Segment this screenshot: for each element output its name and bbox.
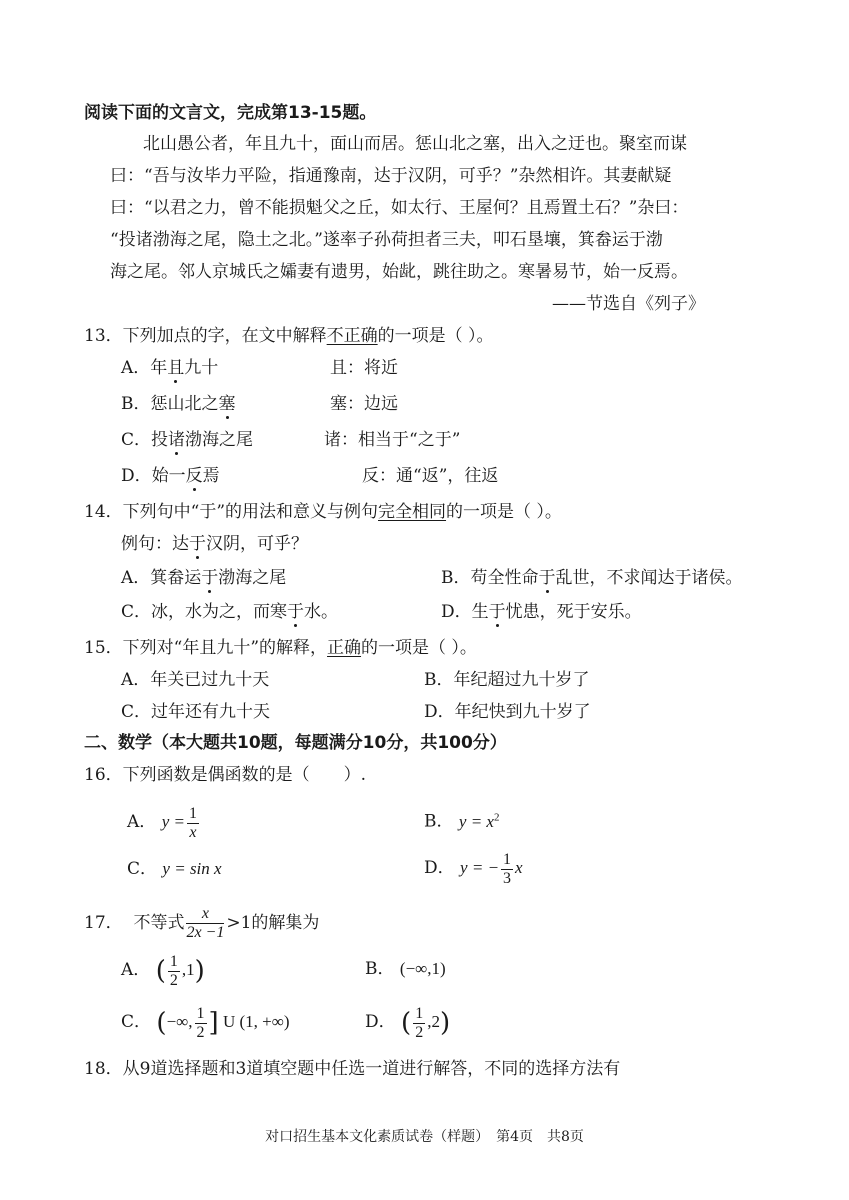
question-stem: 13．下列加点的字，在文中解释不正确的一项是（ ）。 xyxy=(84,326,494,346)
dotted-char: 诸 xyxy=(168,430,186,450)
question-number: 14． xyxy=(84,502,123,522)
passage-line: 曰：“吾与汝毕力平险，指通豫南，达于汉阴，可乎？”杂然相许。其妻献疑 xyxy=(110,166,672,186)
example-sentence: 例句：达于汉阴，可乎？ xyxy=(121,534,308,554)
option-d[interactable]: D．始一反焉 xyxy=(121,466,220,486)
math-expression: $y = x^2$ xyxy=(458,811,500,831)
fraction: $\frac{1}{3}$ xyxy=(503,850,512,887)
question-stem: 从9道选择题和3道填空题中任选一道进行解答，不同的选择方法有 xyxy=(122,1059,621,1079)
math-expression: y = sin x xyxy=(162,859,222,878)
passage-line: 曰：“以君之力，曾不能损魁父之丘，如太行、王屋何？且焉置土石？”杂曰： xyxy=(110,198,689,218)
math-expression: y = − $\frac{1}{3}$ x xyxy=(460,850,523,887)
page-footer: 对口招生基本文化素质试卷（样题） 第4页 共8页 xyxy=(265,1129,584,1145)
fraction: $\frac{1}{x}$ xyxy=(188,804,197,841)
question-stem: 14．下列句中“于”的用法和意义与例句完全相同的一项是（ ）。 xyxy=(84,502,562,522)
question-stem: 17． 不等式 $\frac{x}{2x -1}$ >1的解集为 xyxy=(84,905,320,941)
emphasis-underline: 完全相同 xyxy=(378,502,447,522)
option-gloss: 诸：相当于“之于” xyxy=(324,430,461,450)
option-c[interactable]: C．投诸渤海之尾 xyxy=(121,430,254,450)
question-number: 13． xyxy=(84,326,123,346)
option-c[interactable]: C．过年还有九十天 xyxy=(121,702,271,722)
fraction: $\frac{1}{2}$ xyxy=(196,1004,205,1041)
question-stem: 15．下列对“年且九十”的解释，正确的一项是（ ）。 xyxy=(84,638,477,658)
option-c[interactable]: C． (−∞, $\frac{1}{2}$ ] U (1, +∞) xyxy=(121,1004,290,1041)
option-b[interactable]: B．惩山北之塞 xyxy=(121,394,236,414)
question-number: 18． xyxy=(84,1059,123,1079)
emphasis-underline: 不正确 xyxy=(326,326,378,346)
option-a[interactable]: A．年且九十 xyxy=(121,358,219,378)
option-d[interactable]: D．年纪快到九十岁了 xyxy=(424,702,591,722)
reading-instruction: 阅读下面的文言文，完成第13-15题。 xyxy=(84,103,377,123)
dotted-char: 于 xyxy=(488,602,506,622)
dotted-char: 于 xyxy=(538,568,556,588)
passage-source: ——节选自《列子》 xyxy=(552,294,705,314)
question-stem: 16．下列函数是偶函数的是（ ）. xyxy=(84,765,367,785)
option-c[interactable]: C． y = sin x xyxy=(127,859,222,879)
dotted-char: 于 xyxy=(189,534,206,554)
fraction: $\frac{x}{2x -1}$ xyxy=(186,905,225,941)
emphasis-underline: 正确 xyxy=(327,638,362,658)
math-expression: ( $\frac{1}{2}$ ,2) xyxy=(401,1004,451,1041)
dotted-char: 且 xyxy=(167,358,185,378)
passage-line: 海之尾。邻人京城氏之孀妻有遗男，始龀，跳往助之。寒暑易节，始一反焉。 xyxy=(110,262,688,282)
option-gloss: 塞：边远 xyxy=(330,394,398,414)
question-number: 15． xyxy=(84,638,123,658)
option-a[interactable]: A． y = $\frac{1}{x}$ xyxy=(127,804,201,842)
dotted-char: 塞 xyxy=(218,394,236,414)
option-a[interactable]: A．年关已过九十天 xyxy=(121,670,270,690)
option-b[interactable]: B． (−∞,1) xyxy=(365,959,446,979)
math-expression: ( $\frac{1}{2}$ ,1) xyxy=(155,952,205,989)
fraction: $\frac{1}{2}$ xyxy=(415,1004,424,1041)
option-b[interactable]: B．年纪超过九十岁了 xyxy=(424,670,590,690)
option-gloss: 且：将近 xyxy=(330,358,398,378)
math-expression: (−∞, $\frac{1}{2}$ ] U (1, +∞) xyxy=(156,1004,290,1041)
passage-line: “投诸渤海之尾，隐土之北。”遂率子孙荷担者三夫，叩石垦壤，箕畚运于渤 xyxy=(110,230,663,250)
dotted-char: 于 xyxy=(201,568,219,588)
passage-line: 北山愚公者，年且九十，面山而居。惩山北之塞，出入之迂也。聚室而谋 xyxy=(143,134,687,154)
option-b[interactable]: B．苟全性命于乱世，不求闻达于诸侯。 xyxy=(441,568,743,588)
option-d[interactable]: D． y = − $\frac{1}{3}$ x xyxy=(424,850,523,887)
question-number: 17． xyxy=(84,913,123,933)
option-b[interactable]: B． $y = x^2$ xyxy=(424,811,500,832)
section-heading: 二、数学（本大题共10题，每题满分10分，共100分） xyxy=(84,733,507,753)
option-a[interactable]: A． ( $\frac{1}{2}$ ,1) xyxy=(121,952,205,989)
option-gloss: 反：通“返”，往返 xyxy=(362,466,499,486)
math-expression: y = $\frac{1}{x}$ xyxy=(161,804,197,841)
question-number: 16． xyxy=(84,765,123,785)
dotted-char: 反 xyxy=(185,466,203,486)
option-a[interactable]: A．箕畚运于渤海之尾 xyxy=(121,568,287,588)
option-d[interactable]: D．生于忧患，死于安乐。 xyxy=(441,602,642,622)
option-d[interactable]: D． ( $\frac{1}{2}$ ,2) xyxy=(365,1004,451,1041)
fraction: $\frac{1}{2}$ xyxy=(169,952,178,989)
dotted-char: 于 xyxy=(287,602,305,622)
question-18 xyxy=(84,1058,620,1080)
option-c[interactable]: C．冰，水为之，而寒于水。 xyxy=(121,602,339,622)
math-expression: (−∞,1) xyxy=(399,959,446,978)
